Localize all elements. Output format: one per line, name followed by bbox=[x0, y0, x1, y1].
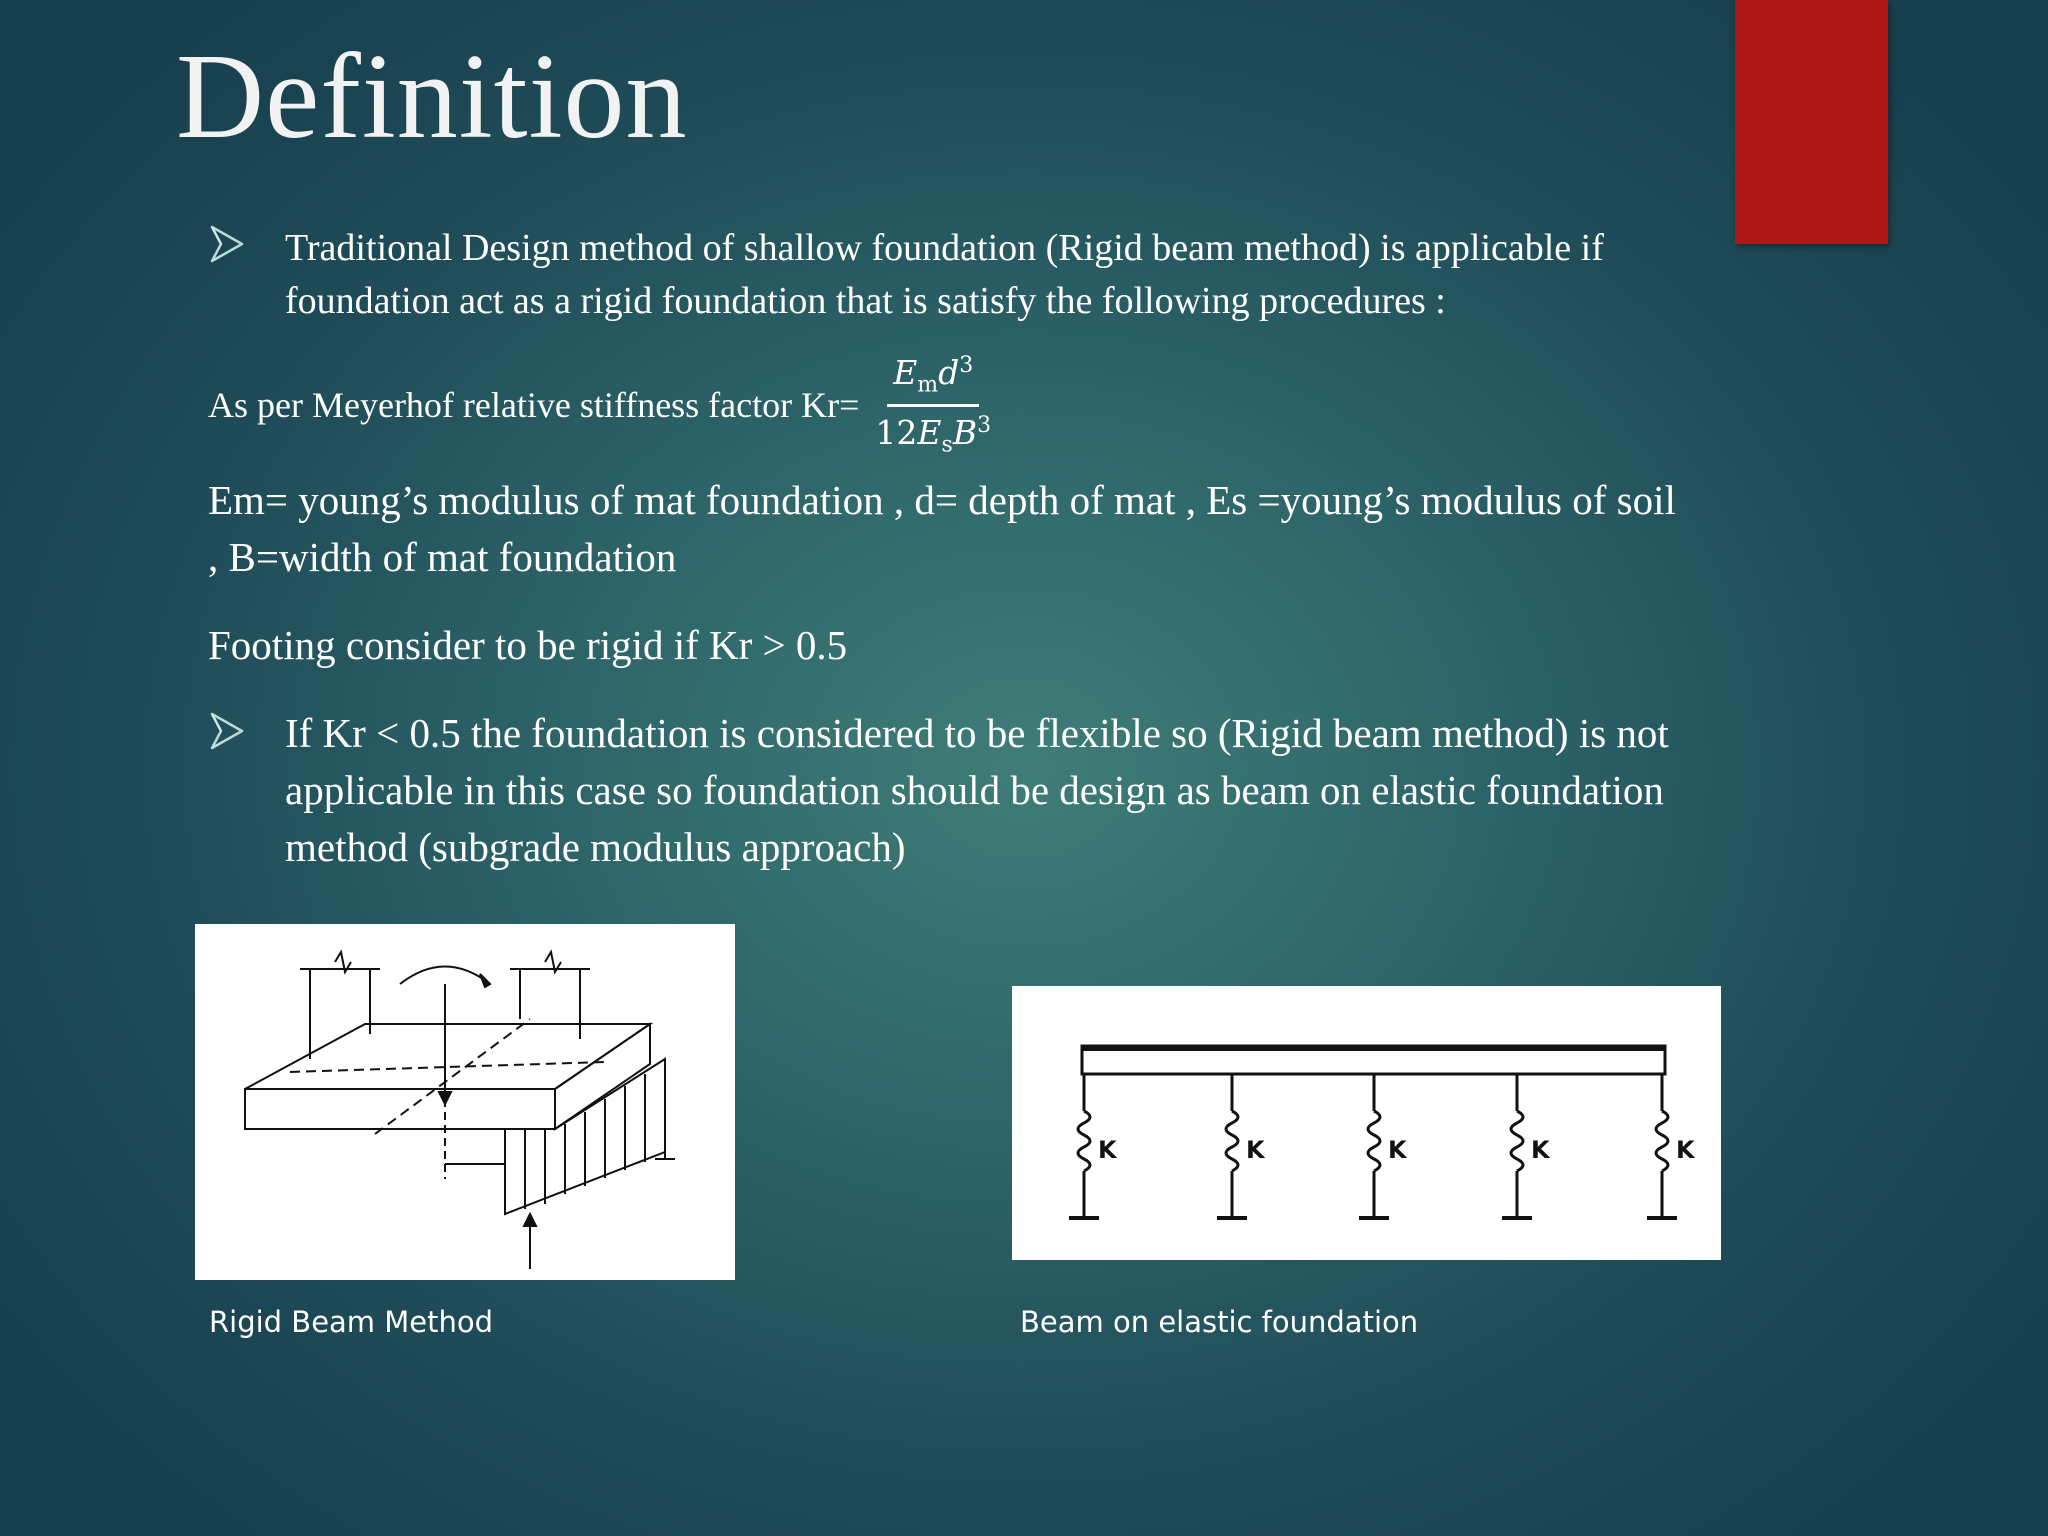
stiffness-fraction bbox=[869, 353, 997, 457]
bullet-text: Traditional Design method of shallow foundation (Rigid beam method) is applicable if foundation act as a rigid foundation that is satisfy the following procedures : bbox=[285, 227, 1604, 322]
arrow-bullet-icon bbox=[210, 711, 244, 751]
bullet-flexible-method bbox=[210, 705, 1680, 876]
figure-caption-rigid: Rigid Beam Method bbox=[209, 1305, 494, 1339]
spring-label: K bbox=[1098, 1136, 1117, 1164]
accent-bar bbox=[1735, 0, 1888, 244]
elastic-foundation-diagram-icon bbox=[1012, 986, 1721, 1260]
fraction-numerator: $E_md^3$ bbox=[887, 353, 979, 407]
formula-prefix: As per Meyerhof relative stiffness factor Kr= bbox=[208, 385, 860, 425]
elastic-foundation-figure bbox=[1012, 986, 1721, 1260]
arrow-bullet-icon bbox=[210, 224, 244, 264]
variable-definitions: Em= young’s modulus of mat foundation , d= depth of mat , Es =young’s modulus of soil , B=width of mat foundation bbox=[208, 477, 1676, 580]
spring-label: K bbox=[1246, 1136, 1265, 1164]
stiffness-formula-line bbox=[208, 350, 997, 460]
bullet-rigid-method bbox=[210, 222, 1680, 328]
spring-label: K bbox=[1676, 1136, 1695, 1164]
figure-caption-elastic: Beam on elastic foundation bbox=[1020, 1305, 1419, 1339]
rigid-condition: Footing consider to be rigid if Kr > 0.5 bbox=[208, 622, 848, 668]
bullet-text: If Kr < 0.5 the foundation is considered to be flexible so (Rigid beam method) is not applicable in this case so foundation should be design as beam on elastic foundation method (subgrade modulus approach) bbox=[285, 710, 1669, 870]
rigid-beam-figure bbox=[195, 924, 735, 1280]
spring-label: K bbox=[1531, 1136, 1550, 1164]
rigid-beam-diagram-icon bbox=[195, 924, 735, 1280]
fraction-denominator: $12E_sB^3$ bbox=[875, 412, 992, 458]
slide-title: Definition bbox=[176, 29, 688, 164]
spring-label: K bbox=[1388, 1136, 1407, 1164]
